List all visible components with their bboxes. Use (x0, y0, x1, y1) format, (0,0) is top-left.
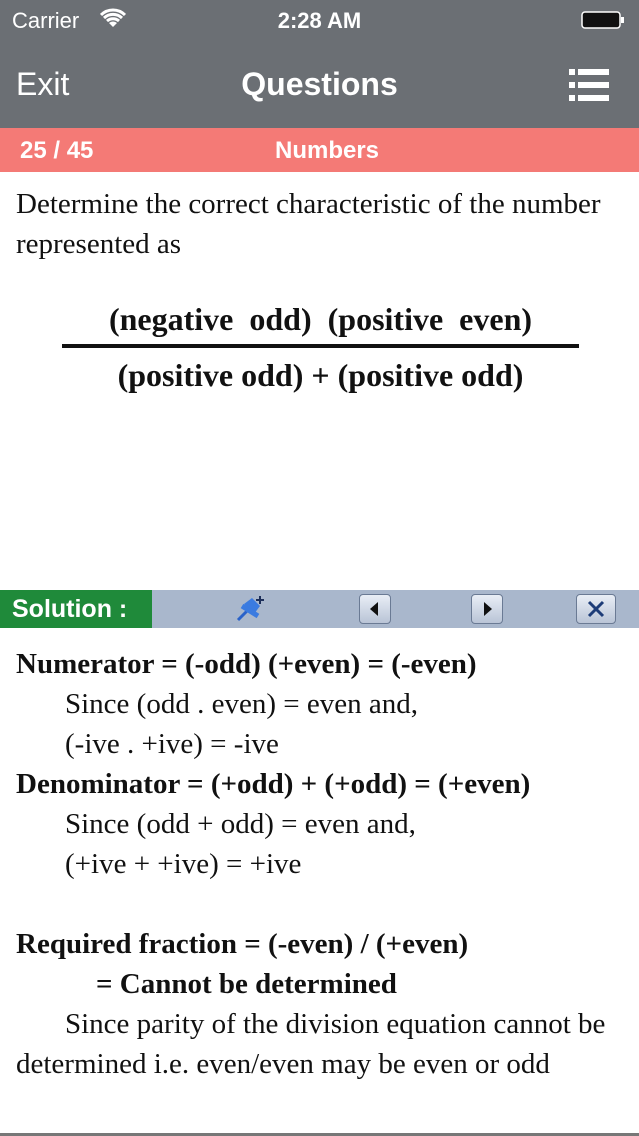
question-text: Determine the correct characteristic of the number represented as (16, 188, 601, 260)
question-header-bar (0, 128, 639, 172)
battery-icon (581, 11, 625, 29)
previous-button[interactable] (359, 594, 391, 624)
page-title: Questions (241, 66, 398, 102)
solution-paragraph: Since parity of the division equation cannot be determined i.e. even/even may be even or odd (16, 1008, 606, 1080)
carrier-label: Carrier (12, 8, 80, 33)
question-counter: 25 / 45 (20, 137, 94, 164)
close-button[interactable] (576, 594, 616, 624)
nav-bar (0, 42, 639, 128)
pin-icon[interactable] (232, 594, 268, 624)
question-fraction (62, 296, 579, 396)
solution-line: (+ive + +ive) = +ive (65, 848, 302, 880)
next-button[interactable] (471, 594, 503, 624)
solution-line: Since (odd . even) = even and, (65, 688, 418, 720)
solution-line: (-ive . +ive) = -ive (65, 728, 279, 760)
fraction-numerator: (negative odd) (positive even) (108, 301, 533, 337)
spacer (16, 884, 626, 924)
exit-button[interactable]: Exit (16, 66, 70, 102)
next-arrow-icon (472, 595, 502, 623)
close-icon (577, 595, 615, 623)
previous-arrow-icon (360, 595, 390, 623)
status-bar (0, 0, 639, 42)
list-icon[interactable] (569, 67, 609, 103)
fraction-bar (62, 344, 579, 348)
solution-line: Numerator = (-odd) (+even) = (-even) (16, 648, 477, 680)
solution-toolbar (0, 590, 639, 628)
fraction-denominator: (positive odd) + (positive odd) (117, 357, 524, 393)
solution-line: = Cannot be determined (96, 968, 397, 1000)
topic-label: Numbers (274, 137, 380, 164)
solution-text (16, 644, 626, 1084)
solution-line: Required fraction = (-even) / (+even) (16, 928, 469, 960)
solution-label: Solution : (0, 590, 152, 628)
status-time: 2:28 AM (277, 8, 362, 33)
solution-line: Since (odd + odd) = even and, (65, 808, 416, 840)
solution-line: Denominator = (+odd) + (+odd) = (+even) (16, 768, 531, 800)
